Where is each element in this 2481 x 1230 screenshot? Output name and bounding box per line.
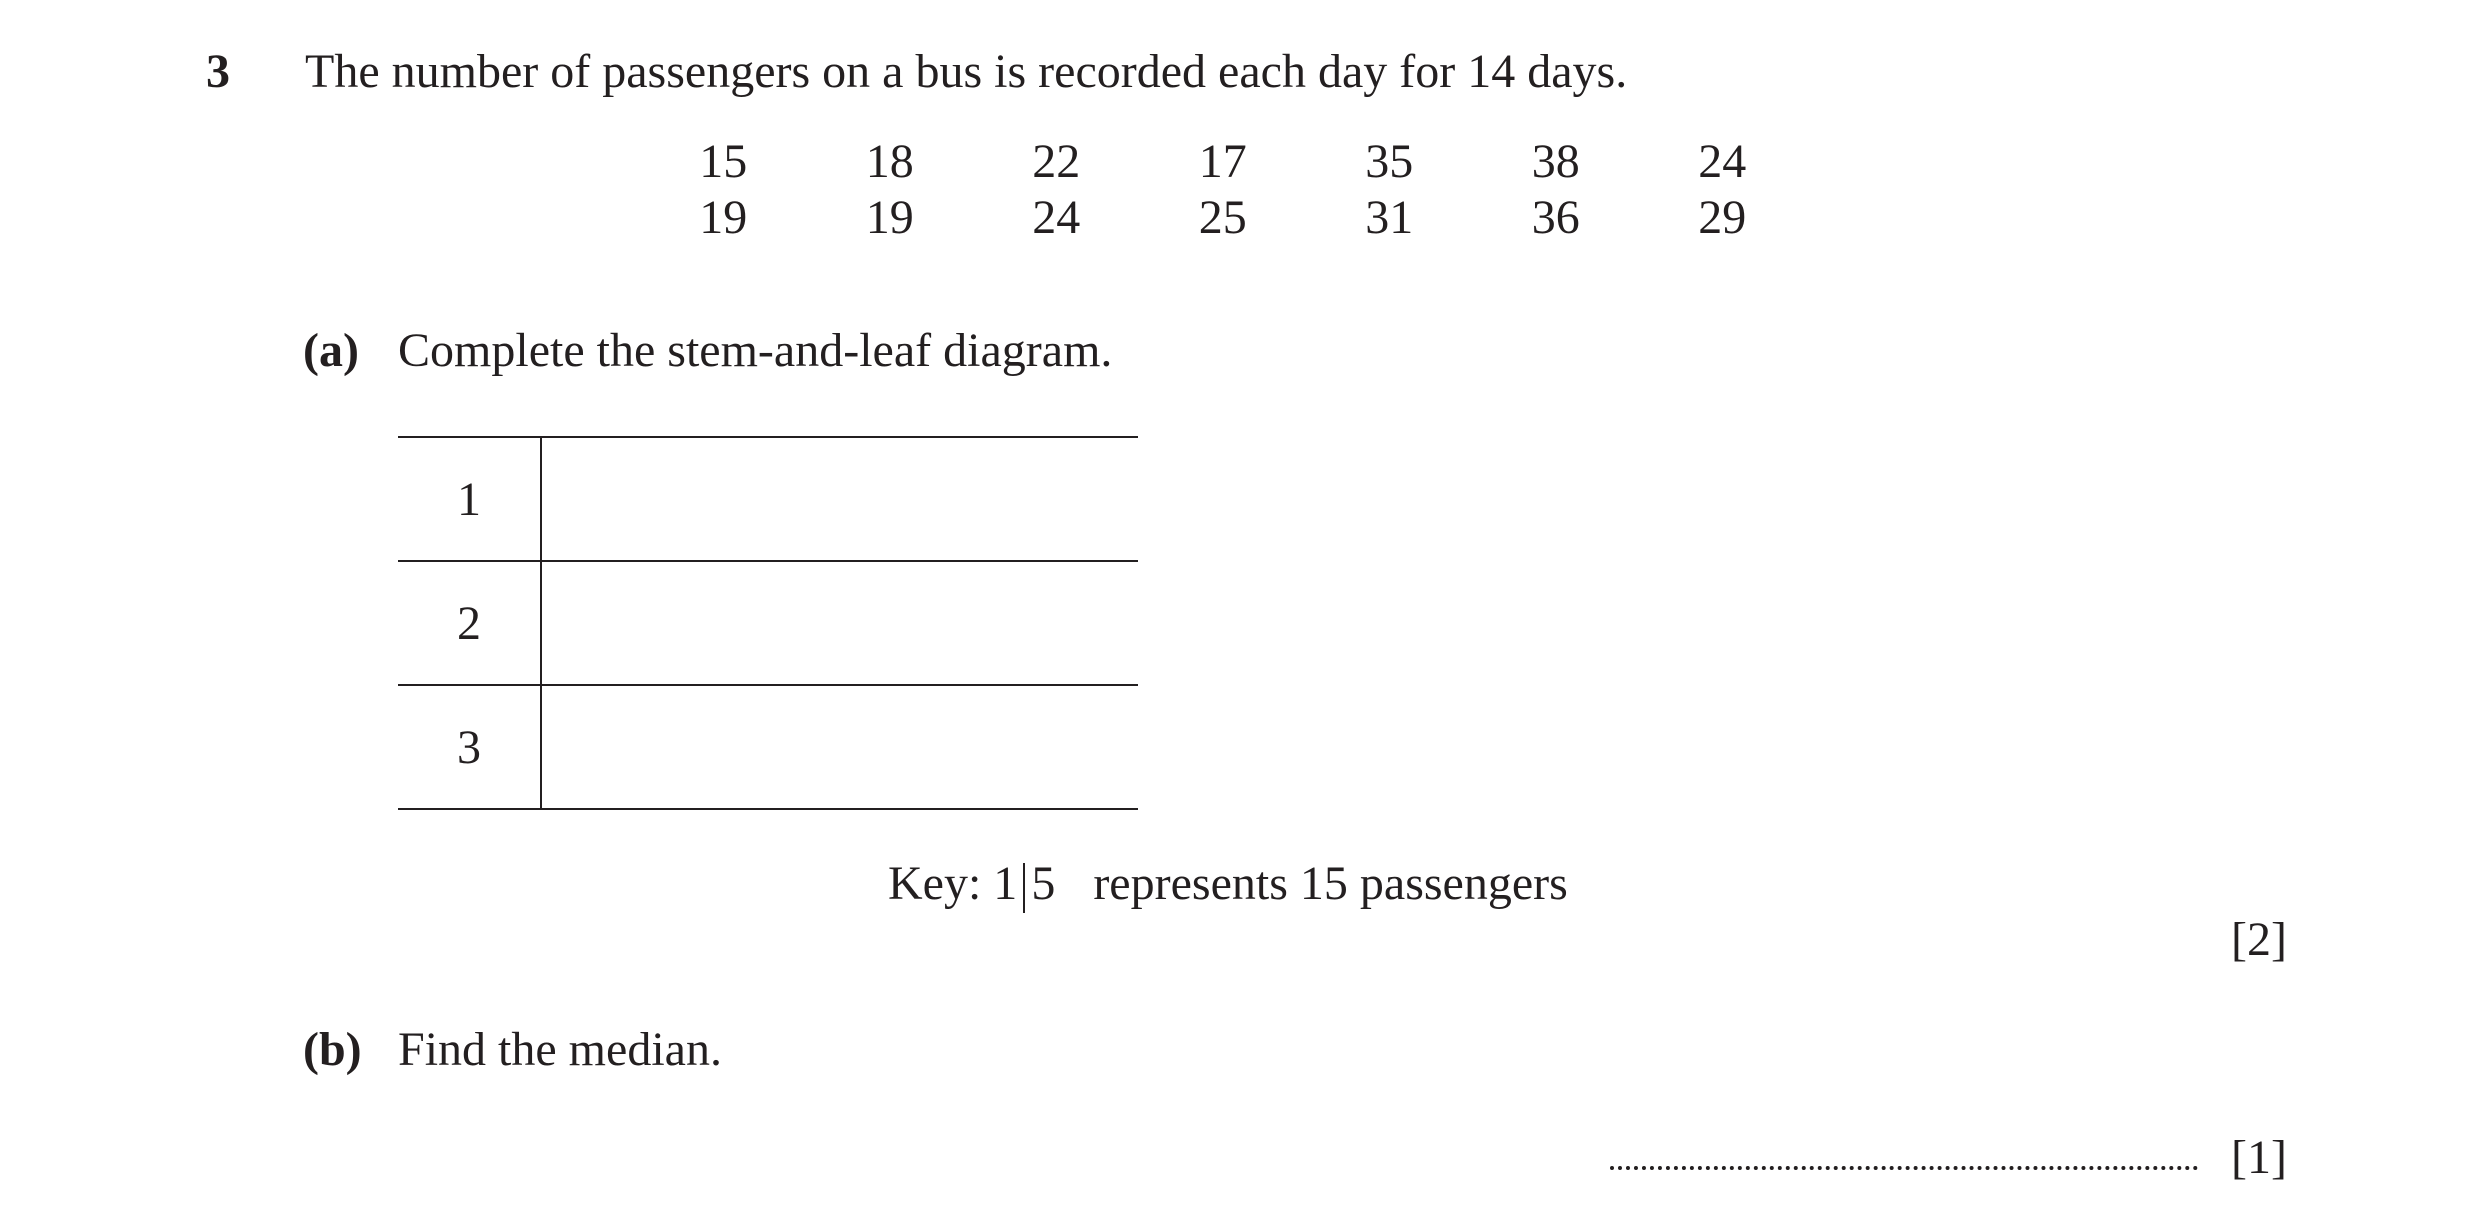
data-value: 19 <box>699 191 748 244</box>
stem-value: 3 <box>398 685 541 809</box>
stem-value: 2 <box>398 561 541 685</box>
data-value: 36 <box>1531 191 1580 244</box>
data-value: 24 <box>1698 135 1747 188</box>
leaf-answer-cell[interactable] <box>541 561 1138 685</box>
stem-and-leaf-diagram <box>398 436 1138 810</box>
question-number: 3 <box>206 45 230 98</box>
part-a-text: Complete the stem-and-leaf diagram. <box>398 324 1113 377</box>
passenger-data-grid <box>640 134 1806 246</box>
data-row <box>640 190 1806 246</box>
diagram-key <box>888 856 1568 913</box>
key-text: represents 15 passengers <box>1093 857 1568 910</box>
stem-row <box>398 685 1138 809</box>
part-b-text: Find the median. <box>398 1023 722 1076</box>
key-leaf: 5 <box>1031 857 1056 910</box>
data-value: 22 <box>1032 135 1081 188</box>
part-b-marks: [1] <box>2231 1131 2287 1184</box>
key-prefix: Key: 1 <box>888 857 1018 910</box>
data-value: 25 <box>1198 191 1247 244</box>
data-value: 38 <box>1531 135 1580 188</box>
stem-value: 1 <box>398 437 541 561</box>
part-a-marks: [2] <box>2231 913 2287 966</box>
data-value: 35 <box>1365 135 1414 188</box>
leaf-answer-cell[interactable] <box>541 685 1138 809</box>
data-value: 24 <box>1032 191 1081 244</box>
leaf-answer-cell[interactable] <box>541 437 1138 561</box>
part-a-label: (a) <box>303 324 359 377</box>
data-row <box>640 134 1806 190</box>
median-answer-line[interactable] <box>1610 1166 2198 1170</box>
question-text: The number of passengers on a bus is recorded each day for 14 days. <box>305 45 1628 98</box>
data-value: 29 <box>1698 191 1747 244</box>
data-value: 17 <box>1198 135 1247 188</box>
stem-row <box>398 437 1138 561</box>
data-value: 18 <box>865 135 914 188</box>
part-b-label: (b) <box>303 1023 362 1076</box>
data-value: 19 <box>865 191 914 244</box>
key-divider <box>1023 863 1025 913</box>
data-value: 15 <box>699 135 748 188</box>
data-value: 31 <box>1365 191 1414 244</box>
stem-row <box>398 561 1138 685</box>
